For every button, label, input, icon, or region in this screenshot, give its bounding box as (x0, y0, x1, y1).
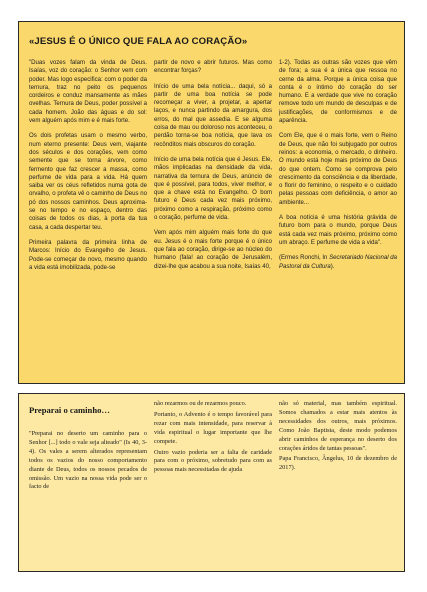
article-column-2 (154, 59, 272, 379)
paragraph: Outro vazio poderia ser a falta de caridade para com o próximo, sobretudo para com as pessoas mais necessitadas de ajuda (154, 448, 272, 474)
sidebar-column-1 (29, 430, 147, 568)
article-title: «JESUS É O ÚNICO QUE FALA AO CORAÇÃO» (29, 36, 248, 47)
paragraph: partir de novo e abrir futuros. Mas como encontrar forças? (154, 60, 272, 75)
paragraph: Portanto, o Advento é o tempo favorável para rezar com mais intensidade, para reservar à vida espiritual o lugar importante que lhe compete. (154, 410, 272, 445)
signature-source: Secretariado Nacional da Pastoral da Cultura (279, 255, 397, 270)
sidebar-box (18, 393, 405, 572)
paragraph: Início de uma bela notícia que é Jesus. Ele, mãos implicadas na densidade da vida, narrativa da ternura de Deus, anúncio de que é possível, para todos, viver melhor, e que a chave está no Evangelho. O bom futuro é Deus cada vez mais próximo, próximo como a respiração, próximo como o coração, perfume de vida. (154, 156, 272, 222)
paragraph: Primeira palavra da primeira linha de Marcos: Início do Evangelho de Jesus. Pode-se começar de novo, mesmo quando a vida está imobilizada, pode-se (29, 239, 147, 271)
signature-prefix: (Ermes Ronchi, In (279, 255, 330, 262)
paragraph: Início de uma bela notícia... daqui, só a partir de uma boa notícia se pode recomeçar a viver, a projetar, a apertar laços, e nunca partindo da amargura, dos erros, do mal que assedia. E se alguma coisa de mau ou doloroso nos aconteceu, o perdão torna-se boa notícia, que lava os recônditos mais obscuros do coração. (154, 83, 272, 148)
article-column-1 (29, 59, 147, 379)
paragraph: Com Ele, que é o mais forte, vem o Reino de Deus, que não foi subjugado por outros reinos: a economia, o mercado, o dinheiro. O mundo está hoje mais próximo de Deus do que ontem. Como se comprova pelo crescimento da consciência e da liberdade, o florir do feminino, o respeito e o cuidado pelas pessoas com deficiência, o amor ao ambiente... (279, 133, 397, 206)
article-column-3 (279, 59, 397, 379)
sidebar-title: Preparai o caminho… (29, 405, 110, 415)
paragraph: não só material, mas também espiritual. Somos chamados a estar mais atentos às necessidades dos outros, mais próximos. Como João Baptista, deste modo podemos abrir caminhos de esperança no deserto dos corações áridos de tantas pessoas". (279, 400, 397, 452)
article-signature (279, 254, 397, 271)
paragraph: Os dois profetas usam o mesmo verbo, num eterno presente: Deus vem, viajante dos séculos e dos corações, vem como semente que se torna árvore, como fermento que faz crescer a massa, como perfume de vida para a vida. Há quem saiba ver os céus refletidos numa gota de orvalho, o profeta vê o caminho de Deus no pó dos nossos caminhos. Deus aproxima-se no tempo e no espaço, dentro das coisas de todos os dias, à porta da tua casa, a cada despertar teu. (29, 133, 147, 231)
paragraph: "Duas vozes falam da vinda de Deus. Isaías, voz do coração: o Senhor vem com poder. Mas logo especifica: com o poder da ternura, traz no peito os pequenos cordeiros e conduz mansamente as mães ovelhas. Ternura de Deus, poder possível a cada homem. João das águas e do sol: vem alguém após mim e é mais forte. (29, 60, 147, 125)
paragraph: 1-2). Todas as outras são vozes que vêm de fora; a sua é a única que ressoa no cerne da alma. Porque a única coisa que conta é o íntimo do coração do ser humano. E a verdade que vive no coração remove todo um mundo de desculpas e de justificações, de conformismos e de aparência. (279, 60, 397, 125)
paragraph: Vem após mim alguém mais forte do que eu. Jesus é o mais forte porque é o único que fala ao coração, dirige-se ao núcleo do humano (fala! ao coração de Jerusalém, dizei-lhe que acabou a sua noite, Isaías 40, (154, 230, 272, 270)
paragraph: A boa notícia é uma história grávida de futuro bom para o mundo, porque Deus está cada vez mais próximo, próximo como um abraço. E perfume de vida a vida". (279, 215, 397, 246)
article-box (18, 21, 405, 384)
sidebar-column-3 (279, 400, 397, 568)
paragraph: não rezarmos ou de rezarmos pouco. (154, 400, 247, 407)
sidebar-column-2 (154, 400, 272, 568)
signature-suffix: ). (330, 263, 335, 270)
paragraph: Papa Francisco, Ângelus, 10 de dezembro de 2017). (279, 455, 397, 472)
paragraph: "Preparai no deserto um caminho para o Senhor [...] todo o vale seja alteado" (Is 40, 3-4). Os vales a serem alterados representam todos os vazios do nosso comportamento diante de Deus, todos os nossos pecados de omissão. Um vazio na nossa vida pode ser o facto de (29, 430, 147, 491)
